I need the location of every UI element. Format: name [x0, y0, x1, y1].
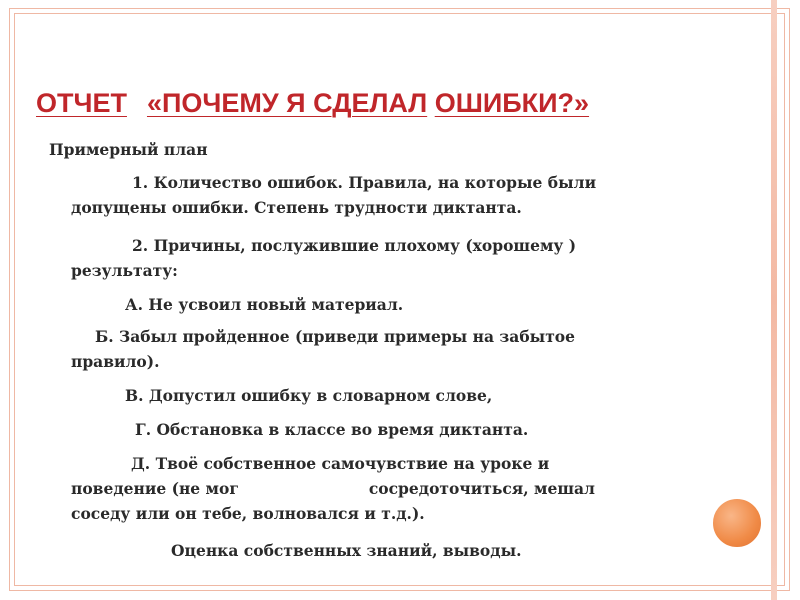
title-part-why: «ПОЧЕМУ Я СДЕЛАЛ — [146, 88, 428, 118]
plan-item-1 — [71, 173, 691, 217]
plan-item-a: А. Не усвоил новый материал. — [125, 295, 404, 314]
plan-item-2-line-2: результату: — [71, 261, 178, 280]
plan-item-d-line-1: Д. Твоё собственное самочувствие на уроке и — [131, 454, 550, 473]
plan-item-d-line-2 — [71, 479, 691, 498]
plan-item-g: Г. Обстановка в классе во время диктанта. — [135, 420, 529, 439]
plan-item-d-line-3: соседу или он тебе, волновался и т.д.). — [71, 504, 425, 523]
plan-item-b — [71, 327, 691, 371]
plan-item-v: В. Допустил ошибку в словарном слове, — [125, 386, 493, 405]
plan-item-1-line-2: допущены ошибки. Степень трудности диктанта. — [71, 198, 522, 217]
plan-item-2-line-1: 2. Причины, послужившие плохому (хорошему ) — [132, 236, 577, 255]
plan-item-d — [71, 454, 691, 523]
plan-item-d-line-2-end: сосредоточиться, мешал — [368, 479, 595, 498]
plan-item-1-line-1: 1. Количество ошибок. Правила, на которые были — [132, 173, 597, 192]
plan-item-b-line-1: Б. Забыл пройденное (приведи примеры на забытое — [95, 327, 576, 346]
plan-subtitle: Примерный план — [49, 140, 208, 159]
plan-item-2 — [71, 236, 691, 280]
plan-item-d-line-2-start: поведение (не мог — [71, 479, 239, 498]
plan-item-b-line-2: правило). — [71, 352, 160, 371]
plan-conclusion: Оценка собственных знаний, выводы. — [171, 541, 522, 560]
slide-title — [36, 88, 756, 119]
title-part-report: ОТЧЕТ — [36, 88, 127, 118]
decorative-orange-circle — [710, 496, 764, 550]
decorative-side-bar — [771, 0, 777, 600]
title-part-errors: ОШИБКИ?» — [434, 88, 590, 118]
